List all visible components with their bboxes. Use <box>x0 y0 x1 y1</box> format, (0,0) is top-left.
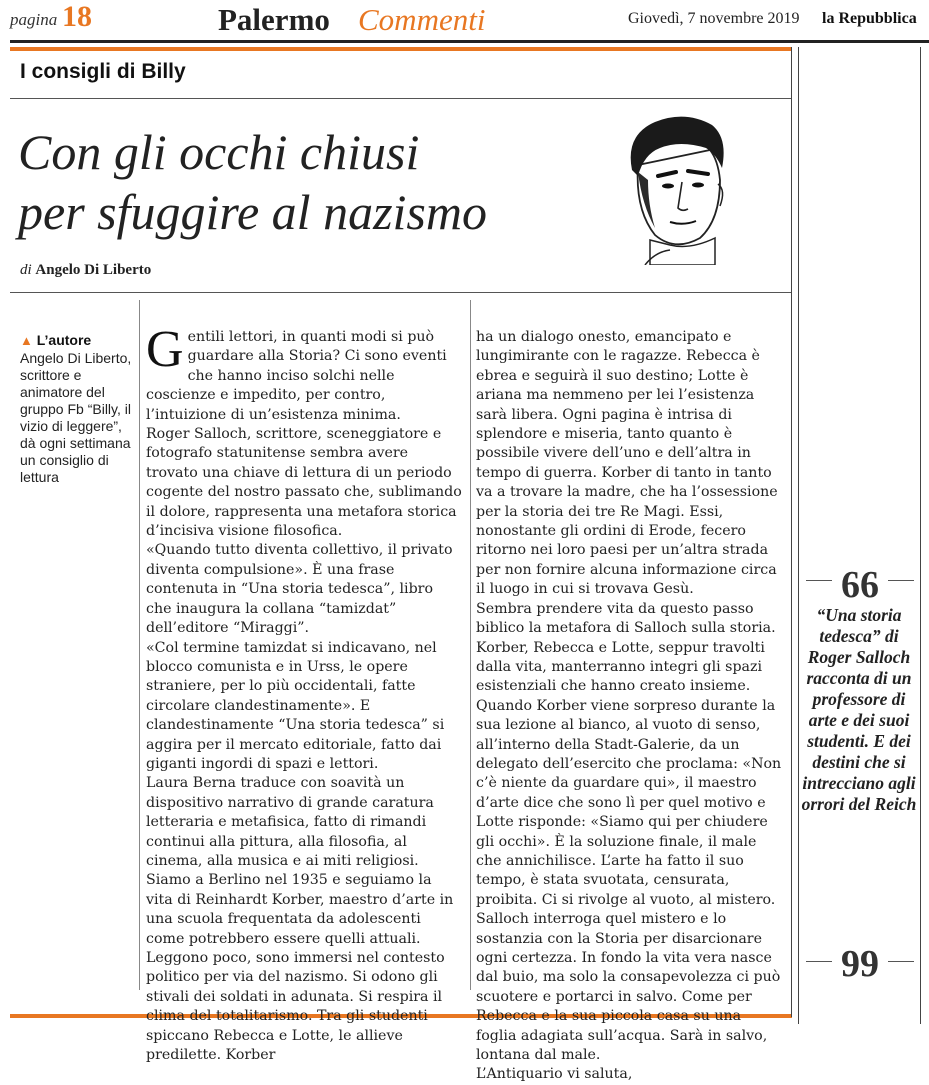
author-box-title: L’autore <box>36 332 92 348</box>
sidebar-frame-right <box>920 47 921 1024</box>
pull-quote: “Una storia tedesca” di Roger Salloch racconta di un professore di arte e dei suoi studenti. E dei destini che si intrecciano agli orrori del Reich <box>801 605 917 814</box>
paragraph: «Col termine tamizdat si indicavano, nel blocco comunista e in Urss, le opere straniere, per lo più occidentali, fatte circolare clandestinamente». E clandestinamente “Una storia tedesca” si aggira per il mercato editoriale, fatto dai giganti ingordi di spazi e lettori. <box>146 639 445 772</box>
paragraph: Siamo a Berlino nel 1935 e seguiamo la vita di Reinhardt Korber, maestro d’arte in una scuola frequentata da adolescenti come potrebbero essere quelli attuali. Leggono poco, sono immersi nel contesto politico per via del nazismo. Si odono gli stivali dei soldati in adunata. Si respira il clima del totalitarismo. Tra gli studenti spiccano Rebecca e Lotte, le allieve predilette. Korber <box>146 872 454 1064</box>
paragraph: L’Antiquario vi saluta, <box>476 1066 633 1083</box>
accent-bar-top <box>10 47 792 51</box>
headline <box>18 122 578 242</box>
edition-city: Palermo <box>218 2 330 37</box>
author-box-label <box>20 332 91 348</box>
newspaper-name: la Repubblica <box>822 10 917 27</box>
paragraph: Laura Berna traduce con soavità un dispositivo narrativo di grande caratura letteraria e metafisica, fatto di rimandi continui alla pittura, alla filosofia, al cinema, alla musica e ai miti religiosi. <box>146 775 434 869</box>
paragraph: ha un dialogo onesto, emancipato e lungimirante con le ragazze. Rebecca è ebrea e seguirà il suo destino; Lotte è ariana ma nemmeno per lei l’esistenza sarà libera. Ogni pagina è intrisa di splendore e miseria, tanto quanto è possibile vivere dell’uno e dell’altra in tempo di guerra. Korber di tanto in tanto va a trovare la madre, che ha l’ossessione per la storia dei tre Re Magi. Essi, nonostante gli ordini di Erode, fecero ritorno nei loro paesi per un’altra strada per non fornire alcuna informazione circa il luogo in cui si trovava Gesù. <box>476 329 778 598</box>
drop-cap: G <box>146 321 184 378</box>
page-number: 18 <box>62 0 92 33</box>
quote-close-icon: 99 <box>841 943 879 985</box>
issue-date: Giovedì, 7 novembre 2019 <box>628 10 800 27</box>
paragraph: Roger Salloch, scrittore, sceneggiatore e fotografo statunitense sembra avere trovato una chiave di lettura di un periodo cogente del nostro passato che, sublimando il dolore, rappresenta una metafora storica d’incisiva visione filosofica. <box>146 426 462 540</box>
body-rule <box>10 292 791 293</box>
section-name: Commenti <box>358 2 486 37</box>
paragraph: «Quando tutto diventa collettivo, il privato diventa compulsione». È una frase contenuta in “Una storia tedesca”, libro che inaugura la collana “tamizdat” dell’editore “Miraggi”. <box>146 542 453 637</box>
byline <box>20 262 151 279</box>
page-label: pagina <box>10 10 58 29</box>
byline-author: Angelo Di Liberto <box>35 262 152 278</box>
rubric-rule <box>10 98 791 99</box>
column-rubric: I consigli di Billy <box>20 60 186 83</box>
paragraph: entili lettori, in quanti modi si può guardare alla Storia? Ci sono eventi che hanno inciso solchi nelle coscienze e impedito, per contro, l’intuizione di un’esistenza minima. <box>146 329 447 423</box>
orange-triangle-icon: ▲ <box>20 333 33 348</box>
header-rule <box>10 40 929 43</box>
article-frame-right <box>791 47 792 1017</box>
byline-prefix: di <box>20 262 32 278</box>
quote-open-icon: 66 <box>841 564 879 606</box>
headline-line-1: Con gli occhi chiusi <box>18 124 420 180</box>
column-divider <box>139 300 140 990</box>
body-column-1 <box>146 321 462 1065</box>
paragraph: Quando Korber viene sorpreso durante la sua lezione al bianco, al vuoto di senso, all’interno della Stadt-Galerie, da un delegato dell’esercito che proclama: «Non c’è niente da guardare qui», il maestro d’arte dice che sono lì per quel motivo e Lotte risponde: «Siamo qui per chiudere gli occhi». È la soluzione finale, il male che annichilisce. L’arte ha fatto il suo tempo, è stata svuotata, censurata, proibita. Ci si rivolge al vuoto, al mistero. Salloch interroga quel mistero e lo sostanzia con la Storia per disarcionare ogni certezza. In fondo la vita vera nasce dal buio, ma solo la consapevolezza ci può scuotere e portarci in salvo. Come per Rebecca e la sua piccola casa su una foglia adagiata sull’acqua. Sarà in salvo, lontana dal male. <box>476 697 782 1064</box>
body-column-2 <box>476 328 784 1085</box>
author-box-text: Angelo Di Liberto, scrittore e animatore del gruppo Fb “Billy, il vizio di leggere”, dà ogni settimana un consiglio di lettura <box>20 350 132 485</box>
sidebar-frame-left <box>798 47 799 1024</box>
author-portrait-illustration <box>620 110 730 265</box>
column-divider <box>470 300 471 990</box>
headline-line-2: per sfuggire al nazismo <box>18 184 487 240</box>
paragraph: Sembra prendere vita da questo passo biblico la metafora di Salloch sulla storia. Korber, Rebecca e Lotte, seppur travolti dalla vita, manterranno integri gli spazi esistenziali che hanno creato insieme. <box>476 600 776 695</box>
